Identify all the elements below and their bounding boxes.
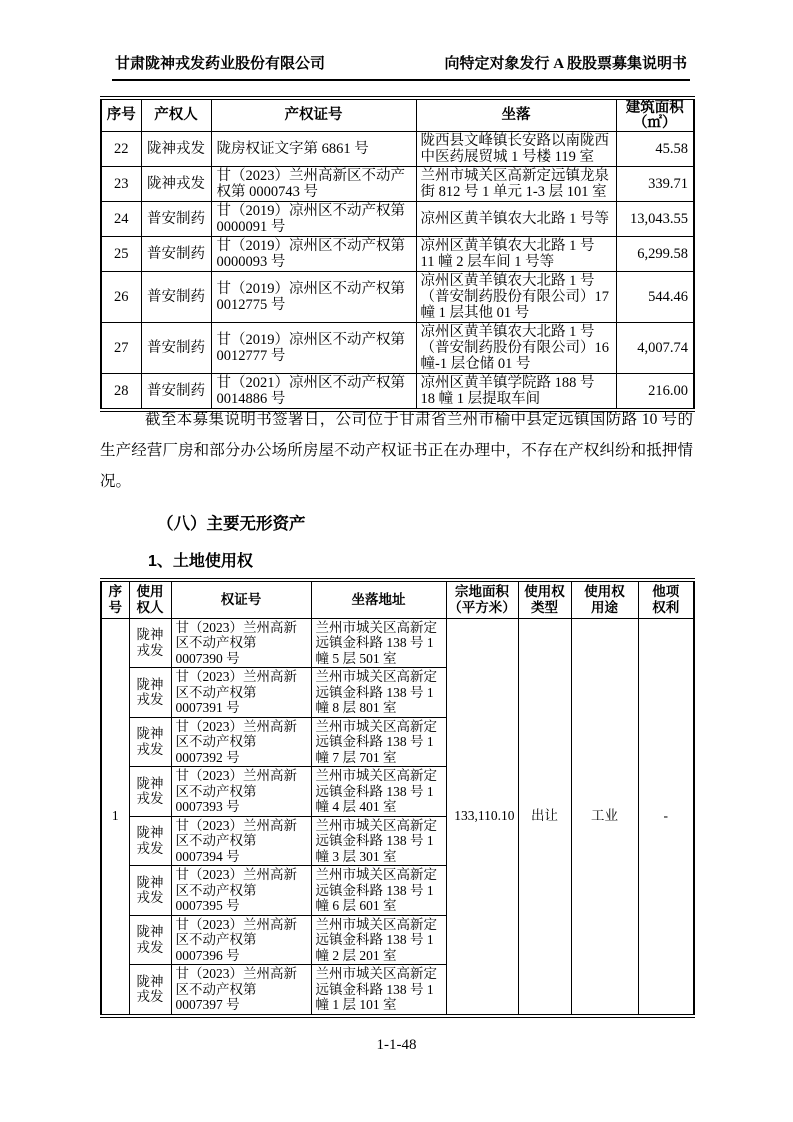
cell-right-holder: 陇神戎发 <box>129 816 171 866</box>
cell-right-holder: 陇神戎发 <box>129 668 171 718</box>
col-header-right-holder: 使用 权人 <box>129 580 171 618</box>
cell-cert-no: 甘（2023）兰州高新区不动产权第 0007393 号 <box>171 767 311 817</box>
body-paragraph: 截至本募集说明书签署日，公司位于甘肃省兰州市榆中县定远镇国防路 10 号的生产经营厂房和部分办公场所房屋不动产权证书正在办理中，不存在产权纠纷和抵押情况。 <box>100 411 693 490</box>
cell-address: 兰州市城关区高新定远镇金科路 138 号 1 幢 3 层 301 室 <box>311 816 446 866</box>
cell-cert-no: 甘（2019）凉州区不动产权第 0000093 号 <box>211 237 416 272</box>
cell-cert-no: 甘（2021）凉州区不动产权第 0014886 号 <box>211 374 416 411</box>
cell-floor-area: 4,007.74 <box>616 323 694 374</box>
cell-cert-no: 甘（2023）兰州高新区不动产权第 0007395 号 <box>171 866 311 916</box>
col-header-floor-area: 建筑面积 （㎡） <box>616 98 694 132</box>
col-header-cert-no: 权证号 <box>171 580 311 618</box>
cell-address: 兰州市城关区高新定远镇金科路 138 号 1 幢 7 层 701 室 <box>311 717 446 767</box>
header-doc-title: 向特定对象发行 A 股股票募集说明书 <box>444 56 687 72</box>
cell-cert-no: 甘（2019）凉州区不动产权第 0000091 号 <box>211 202 416 237</box>
cell-owner: 普安制药 <box>141 202 211 237</box>
table-row <box>101 618 694 668</box>
section-heading-intangible-assets: （八）主要无形资产 <box>157 515 306 533</box>
cell-right-holder: 陇神戎发 <box>129 915 171 965</box>
cell-cert-no: 甘（2023）兰州高新区不动产权第 0007396 号 <box>171 915 311 965</box>
property-certificates-table <box>100 96 695 412</box>
cell-cert-no: 陇房权证文字第 6861 号 <box>211 132 416 167</box>
cell-address: 兰州市城关区高新定远镇金科路 138 号 1 幢 6 层 601 室 <box>311 866 446 916</box>
cell-seq: 27 <box>101 323 141 374</box>
subsection-heading-land-use-right: 1、土地使用权 <box>148 553 253 570</box>
table-row <box>101 323 694 374</box>
cell-right-usage: 工业 <box>571 618 638 1016</box>
page-number: 1-1-48 <box>376 1037 417 1053</box>
col-header-cert-no: 产权证号 <box>211 98 416 132</box>
cell-seq: 25 <box>101 237 141 272</box>
cell-right-type: 出让 <box>518 618 571 1016</box>
cell-address: 兰州市城关区高新定远镇金科路 138 号 1 幢 2 层 201 室 <box>311 915 446 965</box>
table-row <box>101 272 694 323</box>
cell-right-holder: 陇神戎发 <box>129 866 171 916</box>
cell-floor-area: 6,299.58 <box>616 237 694 272</box>
cell-location: 凉州区黄羊镇学院路 188 号 18 幢 1 层提取车间 <box>416 374 616 411</box>
cell-floor-area: 216.00 <box>616 374 694 411</box>
col-header-seq: 序号 <box>101 98 141 132</box>
table-row <box>101 167 694 202</box>
cell-cert-no: 甘（2023）兰州高新区不动产权第 0007394 号 <box>171 816 311 866</box>
cell-location: 凉州区黄羊镇农大北路 1 号（普安制药股份有限公司）17 幢 1 层其他 01 号 <box>416 272 616 323</box>
cell-owner: 普安制药 <box>141 374 211 411</box>
cell-address: 兰州市城关区高新定远镇金科路 138 号 1 幢 4 层 401 室 <box>311 767 446 817</box>
cell-cert-no: 甘（2019）凉州区不动产权第 0012775 号 <box>211 272 416 323</box>
cell-owner: 陇神戎发 <box>141 132 211 167</box>
cell-right-holder: 陇神戎发 <box>129 767 171 817</box>
cell-address: 兰州市城关区高新定远镇金科路 138 号 1 幢 8 层 801 室 <box>311 668 446 718</box>
cell-cert-no: 甘（2023）兰州高新区不动产权第 0007390 号 <box>171 618 311 668</box>
col-header-location: 坐落 <box>416 98 616 132</box>
cell-address: 兰州市城关区高新定远镇金科路 138 号 1 幢 5 层 501 室 <box>311 618 446 668</box>
header-company-name: 甘肃陇神戎发药业股份有限公司 <box>115 56 326 72</box>
cell-seq: 24 <box>101 202 141 237</box>
table-header-row <box>101 580 694 618</box>
cell-floor-area: 45.58 <box>616 132 694 167</box>
col-header-parcel-area: 宗地面积 （平方米） <box>446 580 518 618</box>
cell-floor-area: 339.71 <box>616 167 694 202</box>
page-header <box>100 55 693 74</box>
cell-owner: 普安制药 <box>141 323 211 374</box>
cell-parcel-area: 133,110.10 <box>446 618 518 1016</box>
cell-owner: 陇神戎发 <box>141 167 211 202</box>
cell-right-holder: 陇神戎发 <box>129 618 171 668</box>
cell-seq: 28 <box>101 374 141 411</box>
cell-location: 陇西县文峰镇长安路以南陇西中医药展贸城 1 号楼 119 室 <box>416 132 616 167</box>
col-header-seq: 序 号 <box>101 580 129 618</box>
col-header-owner: 产权人 <box>141 98 211 132</box>
cell-cert-no: 甘（2023）兰州高新区不动产权第 0007397 号 <box>171 965 311 1016</box>
cell-location: 凉州区黄羊镇农大北路 1 号等 <box>416 202 616 237</box>
header-rule <box>112 79 690 81</box>
col-header-right-type: 使用权 类型 <box>518 580 571 618</box>
cell-location: 凉州区黄羊镇农大北路 1 号（普安制药股份有限公司）16 幢-1 层仓储 01 号 <box>416 323 616 374</box>
cell-right-holder: 陇神戎发 <box>129 717 171 767</box>
cell-owner: 普安制药 <box>141 237 211 272</box>
table-row <box>101 202 694 237</box>
cell-seq: 22 <box>101 132 141 167</box>
cell-floor-area: 13,043.55 <box>616 202 694 237</box>
cell-location: 凉州区黄羊镇农大北路 1 号 11 幢 2 层车间 1 号等 <box>416 237 616 272</box>
cell-seq: 23 <box>101 167 141 202</box>
cell-cert-no: 甘（2023）兰州高新区不动产权第 0007392 号 <box>171 717 311 767</box>
cell-seq: 1 <box>101 618 129 1016</box>
cell-address: 兰州市城关区高新定远镇金科路 138 号 1 幢 1 层 101 室 <box>311 965 446 1016</box>
col-header-address: 坐落地址 <box>311 580 446 618</box>
cell-cert-no: 甘（2023）兰州高新区不动产权第 0007391 号 <box>171 668 311 718</box>
table-row <box>101 132 694 167</box>
cell-location: 兰州市城关区高新定远镇龙泉街 812 号 1 单元 1-3 层 101 室 <box>416 167 616 202</box>
table-row <box>101 237 694 272</box>
cell-floor-area: 544.46 <box>616 272 694 323</box>
land-use-rights-table <box>100 578 695 1018</box>
col-header-other-rights: 他项 权利 <box>638 580 694 618</box>
cell-cert-no: 甘（2019）凉州区不动产权第 0012777 号 <box>211 323 416 374</box>
cell-owner: 普安制药 <box>141 272 211 323</box>
cell-right-holder: 陇神戎发 <box>129 965 171 1016</box>
table-header-row <box>101 98 694 132</box>
cell-seq: 26 <box>101 272 141 323</box>
cell-cert-no: 甘（2023）兰州高新区不动产权第 0000743 号 <box>211 167 416 202</box>
cell-other-rights: - <box>638 618 694 1016</box>
col-header-right-usage: 使用权 用途 <box>571 580 638 618</box>
